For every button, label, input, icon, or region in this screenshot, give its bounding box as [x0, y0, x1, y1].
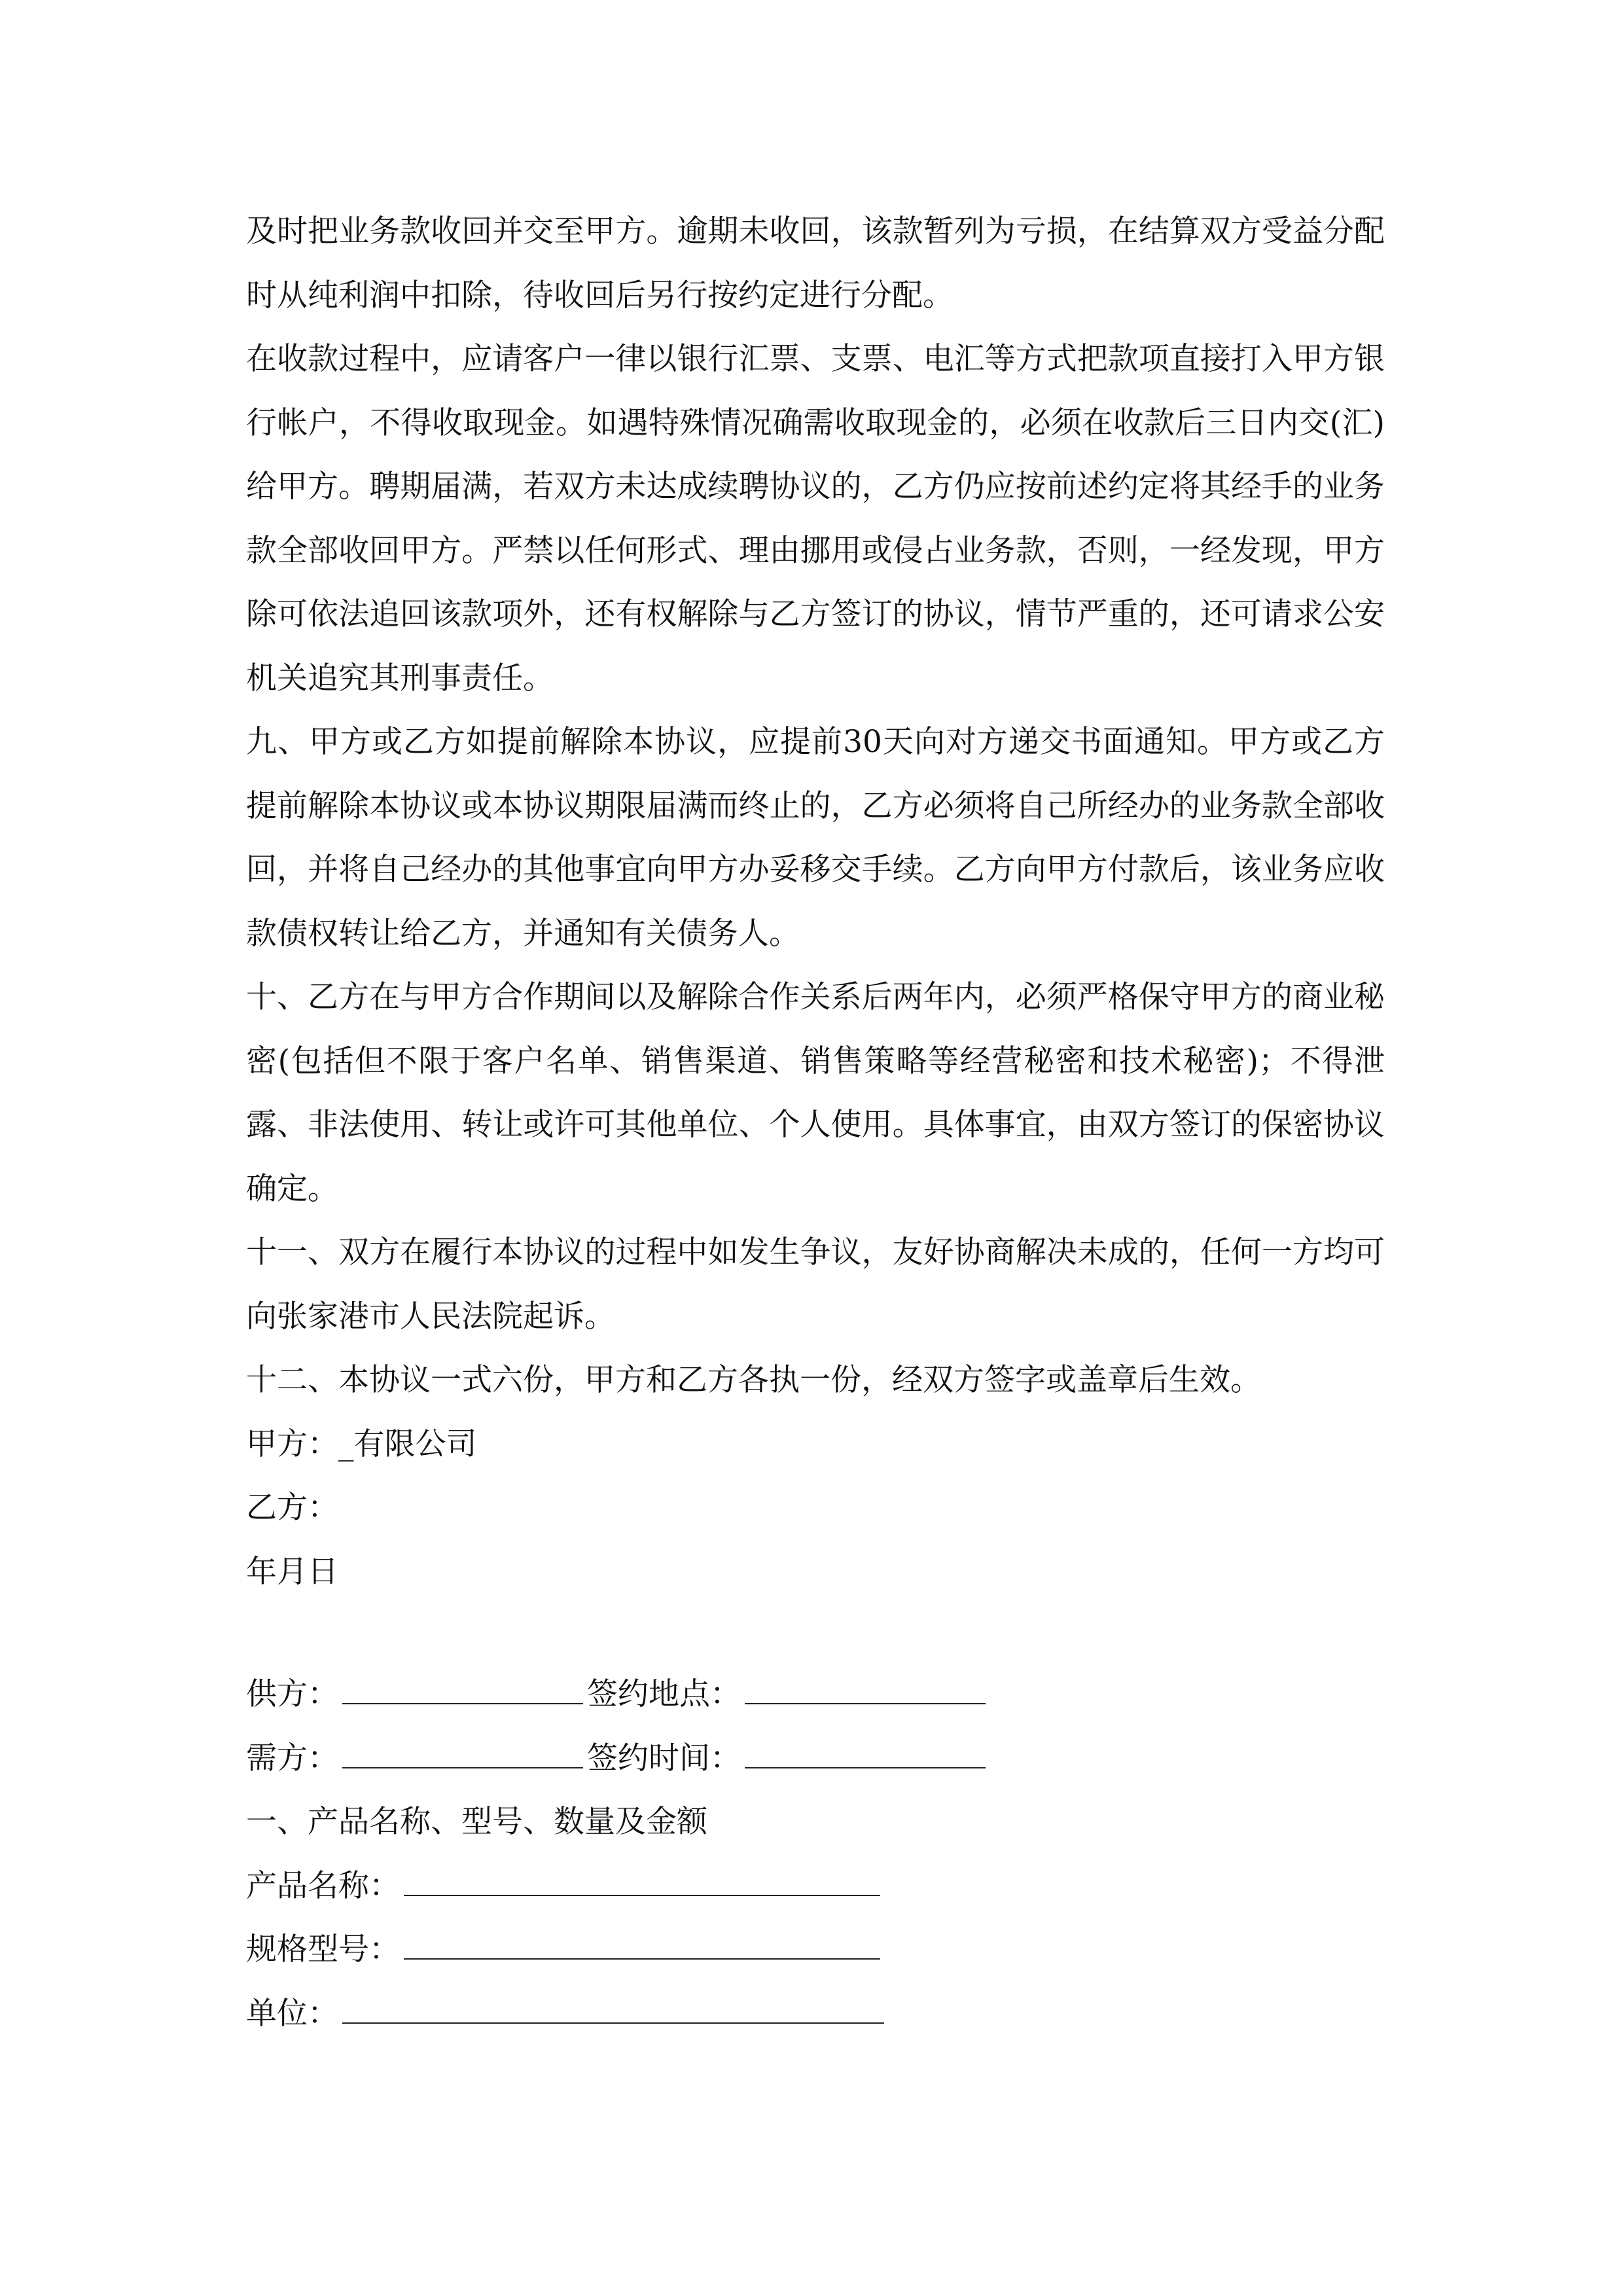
paragraph-clause-12: 十二、本协议一式六份，甲方和乙方各执一份，经双方签字或盖章后生效。 — [246, 1362, 1261, 1398]
supplier-label: 供方： — [246, 1676, 338, 1712]
unit-blank[interactable] — [342, 1996, 884, 2024]
section-title: 一、产品名称、型号、数量及金额 — [246, 1804, 707, 1840]
paragraph-collection-process: 在收款过程中，应请客户一律以银行汇票、支票、电汇等方式把款项直接打入甲方银行帐户，不得收取现金。如遇特殊情况确需收取现金的，必须在收款后三日内交(汇)给甲方。聘期届满，若双方未达成续聘协议的，乙方仍应按前述约定将其经手的业务款全部收回甲方。严禁以任何形式、理由挪用或侵占业务款，否则，一经发现，甲方除可依法追回该款项外，还有权解除与乙方签订的协议，情节严重的，还可请求公安机关追究其刑事责任。 — [246, 341, 1385, 696]
sign-time-blank[interactable] — [745, 1741, 986, 1768]
paragraph-clause-11: 十一、双方在履行本协议的过程中如发生争议，友好协商解决未成的，任何一方均可向张家港市人民法院起诉。 — [246, 1234, 1385, 1335]
buyer-blank[interactable] — [342, 1741, 583, 1768]
sign-time-label: 签约时间： — [587, 1740, 741, 1776]
spec-model-row — [246, 1918, 1385, 1982]
party-a-line: 甲方：_有限公司 — [246, 1426, 477, 1462]
purchase-contract-form — [246, 1662, 1385, 2045]
party-b-line: 乙方： — [246, 1490, 338, 1526]
supplier-row — [246, 1662, 1385, 1727]
paragraph-clause-9: 九、甲方或乙方如提前解除本协议，应提前30天向对方递交书面通知。甲方或乙方提前解除本协议或本协议期限届满而终止的，乙方必须将自己所经办的业务款全部收回，并将自己经办的其他事宜向甲方办妥移交手续。乙方向甲方付款后，该业务应收款债权转让给乙方，并通知有关债务人。 — [246, 724, 1385, 952]
paragraph-payment-collection: 及时把业务款收回并交至甲方。逾期未收回，该款暂列为亏损，在结算双方受益分配时从纯利润中扣除，待收回后另行按约定进行分配。 — [246, 213, 1385, 314]
contract-body — [246, 200, 1385, 1604]
unit-label: 单位： — [246, 1995, 338, 2032]
section-title-row — [246, 1790, 1385, 1854]
product-name-blank[interactable] — [404, 1869, 880, 1896]
product-name-row — [246, 1854, 1385, 1918]
product-name-label: 产品名称： — [246, 1867, 400, 1904]
buyer-label: 需方： — [246, 1740, 338, 1776]
buyer-row — [246, 1727, 1385, 1791]
spec-model-blank[interactable] — [404, 1932, 880, 1960]
sign-place-blank[interactable] — [745, 1677, 986, 1704]
supplier-blank[interactable] — [342, 1677, 583, 1704]
paragraph-clause-10: 十、乙方在与甲方合作期间以及解除合作关系后两年内，必须严格保守甲方的商业秘密(包括但不限于客户名单、销售渠道、销售策略等经营秘密和技术秘密)；不得泄露、非法使用、转让或许可其他单位、个人使用。具体事宜，由双方签订的保密协议确定。 — [246, 979, 1385, 1207]
spec-model-label: 规格型号： — [246, 1931, 400, 1967]
sign-place-label: 签约地点： — [587, 1676, 741, 1712]
unit-row — [246, 1982, 1385, 2046]
date-line: 年月日 — [246, 1553, 338, 1590]
